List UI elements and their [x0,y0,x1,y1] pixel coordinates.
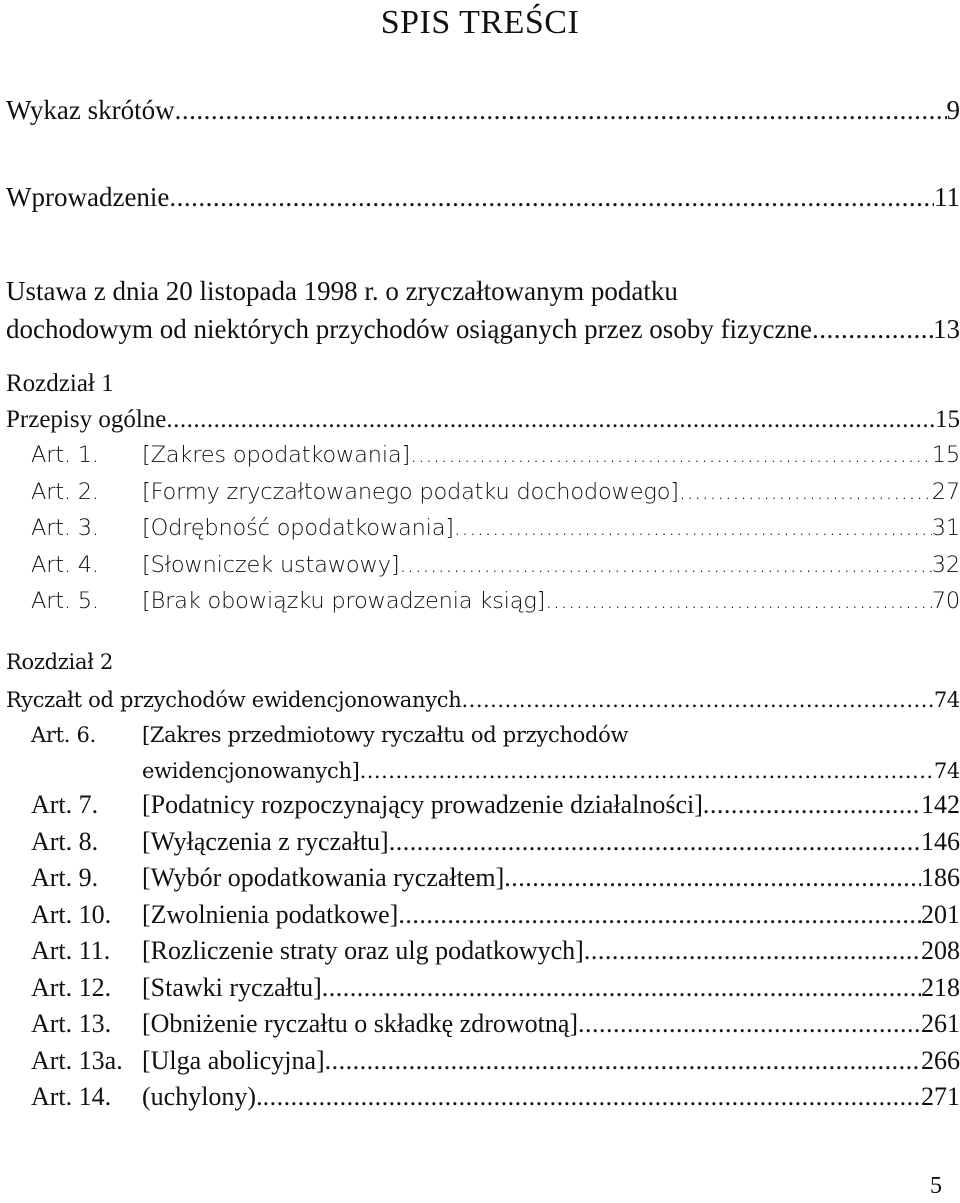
leader-dots [175,94,947,126]
toc-article-3[interactable] [31,513,960,543]
toc-entry-title: Wprowadzenie [6,182,170,212]
leader-dots [679,477,932,507]
toc-article-9[interactable] [31,862,960,894]
toc-entry-wykaz[interactable] [6,94,960,126]
leader-dots [812,313,933,345]
leader-dots [325,1045,921,1077]
article-title: [Zakres opodatkowania] [142,442,411,468]
article-number: Art. 7. [31,790,99,819]
article-title: ewidencjonowanych] [142,759,360,783]
leader-dots [389,826,921,858]
toc-entry-page: 11 [934,182,960,212]
article-number: Art. 11. [31,936,111,965]
leader-dots [703,789,921,821]
toc-article-12[interactable] [31,972,960,1004]
article-number: Art. 10. [31,900,112,929]
article-page: 208 [921,936,960,965]
article-title: [Wyłączenia z ryczałtu] [142,827,389,856]
leader-dots [454,513,932,543]
article-page: 218 [921,973,960,1002]
chapter2-label: Rozdział 2 [6,650,114,674]
leader-dots [584,935,921,967]
article-title: (uchylony). [142,1082,263,1111]
leader-dots [360,756,934,786]
article-number: Art. 5. [31,588,99,614]
chapter1-entry[interactable] [6,405,960,435]
leader-dots [169,181,934,213]
leader-dots [398,899,921,931]
toc-entry-title: Wykaz skrótów [6,95,175,125]
article-number: Art. 14. [31,1082,112,1111]
toc-entry-wprowadzenie[interactable] [6,181,960,213]
leader-dots [545,586,932,616]
article-number: Art. 12. [31,973,112,1002]
toc-entry-page: 15 [935,406,960,433]
article-page: 261 [921,1009,960,1038]
article-title: [Odrębność opodatkowania] [142,515,454,541]
article-page: 32 [931,552,960,578]
chapter2-entry[interactable] [6,685,960,715]
article-title: [Ulga abolicyjna] [142,1046,325,1075]
leader-dots [504,862,921,894]
toc-entry-page: 9 [946,95,960,125]
article-number: Art. 1. [31,442,99,468]
toc-article-6-title-line1: [Zakres przedmiotowy ryczałtu od przychodów [142,723,629,747]
article-number: Art. 4. [31,552,99,578]
toc-article-6[interactable] [142,756,960,786]
article-number: Art. 9. [31,863,99,892]
article-number: Art. 3. [31,515,99,541]
article-page: 271 [921,1082,960,1111]
toc-entry-page: 74 [933,688,960,712]
article-title: [Formy zryczałtowanego podatku dochodowego] [142,479,679,505]
article-page: 70 [931,588,960,614]
leader-dots [461,685,933,715]
article-title: [Brak obowiązku prowadzenia ksiąg] [142,588,546,614]
toc-article-10[interactable] [31,899,960,931]
toc-article-7[interactable] [31,789,960,821]
article-title: [Stawki ryczałtu] [142,973,322,1002]
article-page: 186 [921,863,960,892]
article-title: [Podatnicy rozpoczynający prowadzenie działalności] [142,790,703,819]
toc-entry-title: dochodowym od niektórych przychodów osiąganych przez osoby fizyczne [6,314,812,344]
leader-dots [578,1008,921,1040]
article-page: 201 [921,900,960,929]
toc-entry-title: Przepisy ogólne [6,406,167,433]
toc-article-6-number: Art. 6. [31,723,96,747]
toc-entry-title: Ryczałt od przychodów ewidencjonowanych [6,688,462,712]
article-number: Art. 8. [31,827,99,856]
leader-dots [399,550,931,580]
toc-article-4[interactable] [31,550,960,580]
article-page: 142 [921,790,960,819]
article-title: [Rozliczenie straty oraz ulg podatkowych] [142,936,584,965]
article-title: [Słowniczek ustawowy] [142,552,400,578]
toc-article-13[interactable] [31,1008,960,1040]
leader-dots [322,972,921,1004]
article-title: [Obniżenie ryczałtu o składkę zdrowotną] [142,1009,579,1038]
article-page: 266 [921,1046,960,1075]
article-title: [Zwolnienia podatkowe] [142,900,399,929]
article-page: 74 [933,759,960,783]
toc-article-5[interactable] [31,586,960,616]
toc-entry-page: 13 [933,314,960,344]
article-page: 27 [931,479,960,505]
page-title: SPIS TREŚCI [380,4,580,41]
toc-entry-ustawa-line1: Ustawa z dnia 20 listopada 1998 r. o zryczałtowanym podatku [6,276,678,306]
toc-article-8[interactable] [31,826,960,858]
article-page: 146 [921,827,960,856]
article-page: 31 [931,515,960,541]
toc-article-14[interactable] [31,1081,960,1113]
toc-entry-ustawa[interactable] [6,313,960,345]
leader-dots [166,405,935,435]
toc-article-13a[interactable] [31,1045,960,1077]
article-number: Art. 2. [31,479,99,505]
article-title: [Wybór opodatkowania ryczałtem] [142,863,505,892]
toc-article-2[interactable] [31,477,960,507]
article-number: Art. 13. [31,1009,112,1038]
article-number: Art. 13a. [31,1046,123,1075]
toc-article-11[interactable] [31,935,960,967]
page-number: 5 [930,1173,942,1199]
article-page: 15 [931,442,960,468]
chapter1-label: Rozdział 1 [6,370,114,397]
leader-dots [263,1081,921,1113]
toc-article-1[interactable] [31,440,960,470]
leader-dots [410,440,932,470]
